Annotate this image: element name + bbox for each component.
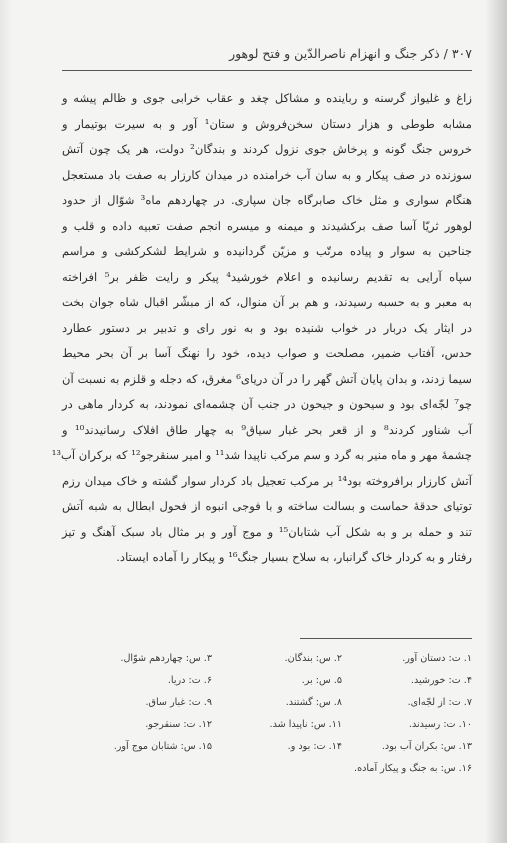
footnote: ۸. س: گشتند. <box>285 697 342 708</box>
footnote: ۱. ت: دستان آور. <box>402 653 472 664</box>
footnote: ۱۱. س: ناپیدا شد. <box>269 719 342 730</box>
footnote-row <box>80 648 472 670</box>
footnote: ۲. س: بندگان. <box>284 653 342 664</box>
footnote: ۵. س: بر. <box>301 675 342 686</box>
footnote: ۱۶. س: به جنگ و پیکار آماده. <box>354 763 472 774</box>
footnote-row <box>80 692 472 714</box>
text-line: تند و حمله بر و به شکل آب شتابان¹⁵ و موج آور و بر مثال باد سبک آهنگ و تیز <box>62 524 472 539</box>
footnote: ۶. ت: دریا. <box>167 675 212 686</box>
footnote: ۴. ت: خورشید. <box>410 675 472 686</box>
footnote-row <box>80 714 472 736</box>
footnotes <box>80 648 472 780</box>
footnote: ۱۳. س: بکران آب بود. <box>381 741 472 752</box>
text-line: هنگام سواری و مثل خاک صابرگاه جان سپاری. در چهاردهم ماه³ شوّال از حدود <box>62 193 472 207</box>
text-line: توتیای حدقهٔ حماست و بسالت ساخته و با فوجی انبوه از فحول ابطال به شبه آتش <box>62 499 472 513</box>
text-line: لوهور ثریّا آسا صف برکشیدند و میمنه و میسره انجم صفت تعبیه داده و قلب و <box>62 218 472 233</box>
footnote-row <box>80 758 472 780</box>
text-line: سوزنده در صف پیکار و به سان آب خرامنده در میدان کارزار به صفت باد مستعجل <box>62 167 472 182</box>
body-text <box>51 86 473 571</box>
footnote-row <box>80 670 472 692</box>
text-line: چو⁷ لجّه‌ای بود و سیحون و جیحون در جنب آن چشمه‌ای نمودند، به کردار ماهی در <box>62 397 472 411</box>
footnote-rule <box>300 638 472 639</box>
text-line: جناحین به سوار و پیاده مرتّب و مزیّن گردانیده و شرایط لشکرکشی و مراسم <box>62 244 472 258</box>
text-line: آب شناور کردند⁸ و از قعر بحر غبار سیاق⁹ به چهار طاق افلاک رسانیدند¹⁰ و <box>62 422 473 437</box>
footnote: ۹. ت: غبار ساق. <box>145 697 212 708</box>
text-line: سیما زدند، و بدان پایان آتش گهر را در آن دریای⁶ مغرق، که دجله و قلزم به نسبت آن <box>62 371 472 386</box>
text-line: سپاه آرایی به تقدیم رسانیده و اعلام خورشید⁴ پیکر و رایت ظفر بر⁵ افراخته <box>62 269 472 284</box>
text-line: مشابه طوطی و هزار دستان سخن‌فروش و ستان¹ آور و به سیرت بوتیمار و <box>62 116 472 131</box>
text-line: در ایثار یک دربار در خواب شنیده بود و به نور رای و تدبیر بر دستور عطارد <box>62 320 472 335</box>
text-line: رفتار و به کردار خاک گرانبار، به سلاح بسیار جنگ¹⁶ و پیکار را آماده ایستاد. <box>116 550 472 564</box>
text-line: آتش کارزار برافروخته بود¹⁴ بر مرکب تعجیل باد کردار سوار گشته و خاک میدان رزم <box>62 473 472 488</box>
footnote: ۱۵. س: شتابان موج آور. <box>113 741 212 752</box>
footnote: ۱۰. ت: رسیدند. <box>408 719 472 730</box>
footnote: ۷. ت: از لجّه‌ای. <box>407 697 472 708</box>
text-line: خروس جنگ گونه و پرخاش جوی نزول کردند و بندگان² دولت، هر یک چون آتش <box>62 142 472 156</box>
footnote: ۱۴. ت: بود و. <box>287 741 342 752</box>
text-line: حدس، آفتاب ضمیر، مصلحت و صواب دیده، خود را نهنگ آسا بر آن بحر محیط <box>62 346 472 360</box>
footnote: ۳. س: چهاردهم شوّال. <box>120 653 212 664</box>
footnote: ۱۲. ت: سنقرجو. <box>145 719 212 730</box>
text-line: زاغ و غلیواز گرسنه و رباینده و مشاکل چغد و عقاب خرابی جوی و ظالم پیشه و <box>62 91 472 105</box>
text-line: چشمهٔ مهر و ماه منیر به گرد و سم مرکب ناپیدا شد¹¹ و امیر سنقرجو¹² که برکران آب¹³ <box>51 448 472 462</box>
footnote-row <box>80 736 472 758</box>
header-rule <box>62 70 472 71</box>
running-header: ۳۰۷ / ذکر جنگ و انهزام ناصرالدّین و فتح لوهور <box>229 46 472 61</box>
text-line: به معبر و به حسبه رسیدند، و هم بر آن منوال، که از مبشّر اقبال شاه جوان بخت <box>62 295 472 309</box>
